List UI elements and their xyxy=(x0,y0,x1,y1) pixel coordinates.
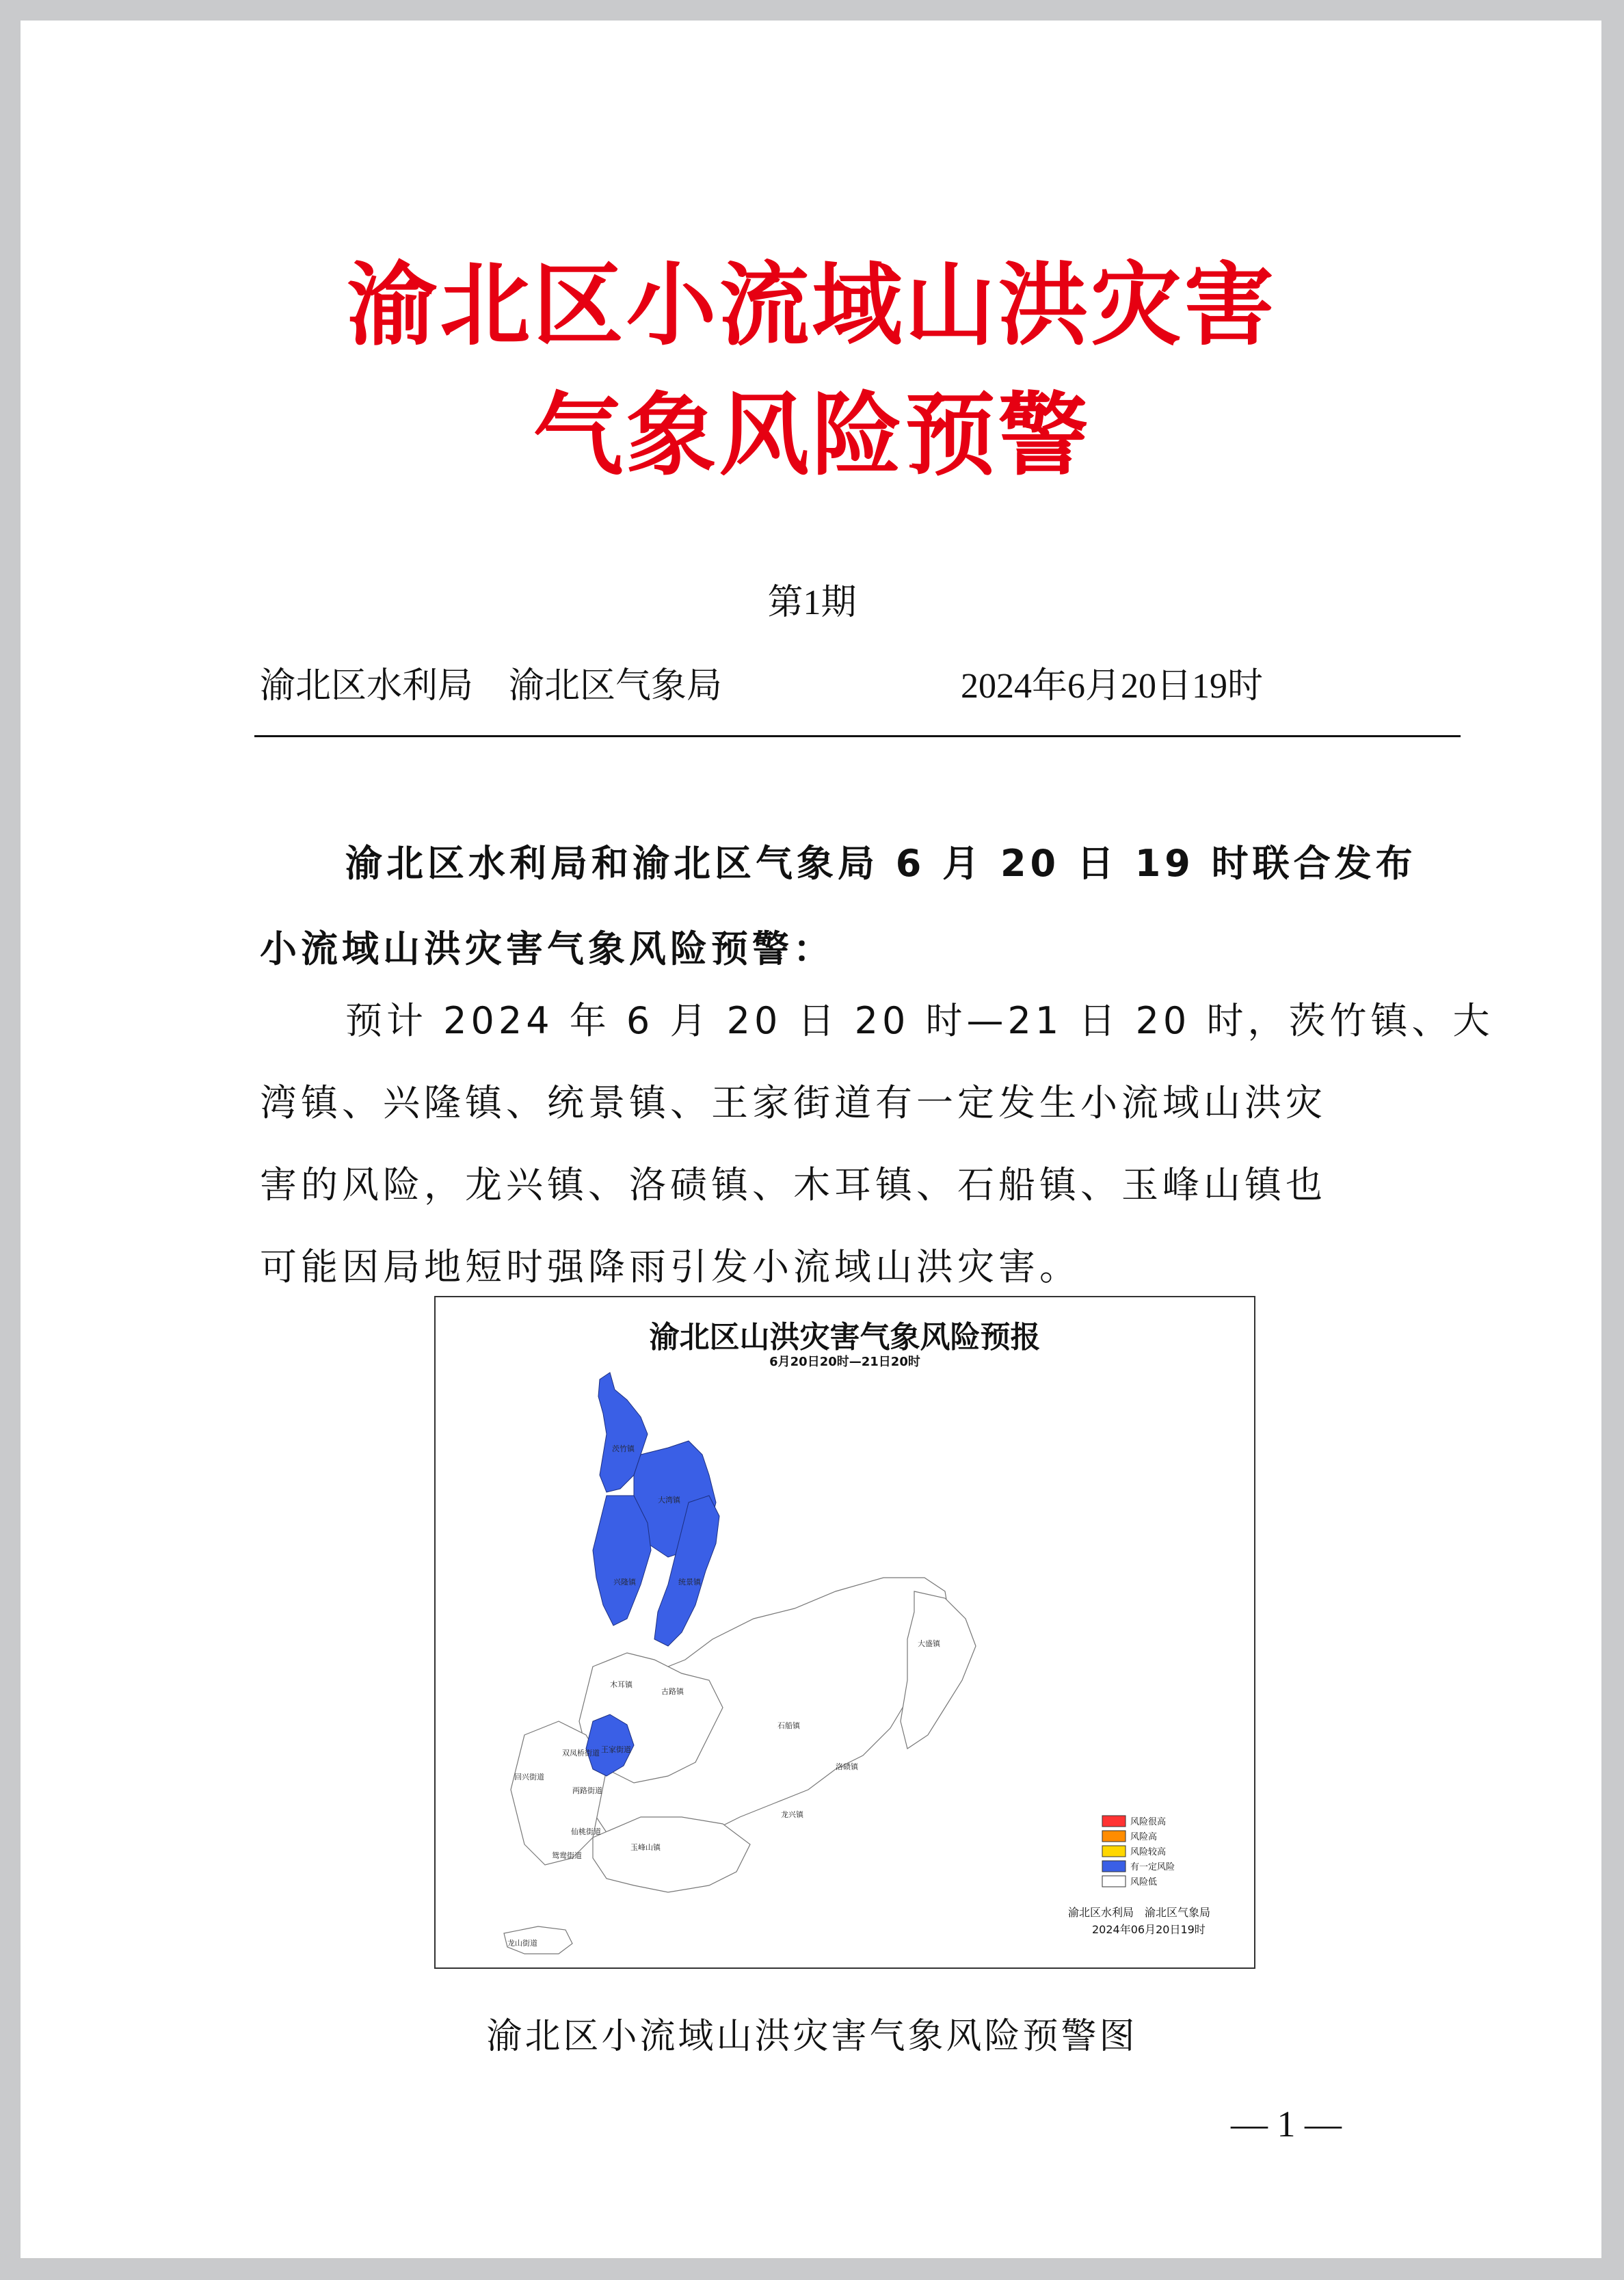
map-subtitle: 6月20日20时—21日20时 xyxy=(769,1355,920,1369)
district-map xyxy=(436,1297,1254,1967)
label-wangjia: 王家街道 xyxy=(601,1745,631,1754)
legend-swatch-low xyxy=(1102,1876,1126,1887)
label-gulu: 古路镇 xyxy=(661,1687,684,1696)
label-lianghu: 两路街道 xyxy=(572,1786,602,1795)
label-muer: 木耳镇 xyxy=(610,1680,633,1689)
legend-label-low: 风险低 xyxy=(1130,1877,1158,1887)
legend-label-high: 风险高 xyxy=(1130,1832,1158,1842)
legend-label-some: 有一定风险 xyxy=(1130,1862,1175,1872)
label-yuanyang: 鸳鸯街道 xyxy=(552,1851,582,1860)
header-divider xyxy=(254,735,1461,737)
issuer: 渝北区水利局 渝北区气象局 xyxy=(260,665,723,706)
legend-label-very-high: 风险很高 xyxy=(1130,1817,1167,1827)
label-shuangfeng: 双凤桥街道 xyxy=(562,1749,600,1758)
para2-line1: 预计 2024 年 6 月 20 日 20 时—21 日 20 时，茨竹镇、大 xyxy=(345,999,1494,1042)
para2-line4: 可能因局地短时强降雨引发小流域山洪灾害。 xyxy=(260,1245,1080,1288)
para2-line2: 湾镇、兴隆镇、统景镇、王家街道有一定发生小流域山洪灾 xyxy=(260,1081,1327,1124)
map-title: 渝北区山洪灾害气象风险预报 xyxy=(649,1320,1041,1355)
region-south-low xyxy=(593,1817,750,1892)
para1-line2: 小流域山洪灾害气象风险预警： xyxy=(260,927,834,970)
map-credit-time: 2024年06月20日19时 xyxy=(1092,1923,1206,1936)
map-legend xyxy=(1102,1816,1175,1887)
para2-line3: 害的风险，龙兴镇、洛碛镇、木耳镇、石船镇、玉峰山镇也 xyxy=(260,1163,1327,1206)
label-xinglong: 兴隆镇 xyxy=(613,1578,636,1587)
legend-swatch-very-high xyxy=(1102,1816,1126,1827)
figure-caption: 渝北区小流域山洪灾害气象风险预警图 xyxy=(486,2016,1138,2057)
label-dasheng: 大盛镇 xyxy=(918,1639,940,1648)
region-xinglong xyxy=(593,1496,651,1626)
doc-title-line1: 渝北区小流域山洪灾害 xyxy=(347,252,1277,358)
label-xianwai: 仙桃街道 xyxy=(571,1827,601,1836)
legend-label-elevated: 风险较高 xyxy=(1130,1847,1167,1857)
doc-title-line2: 气象风险预警 xyxy=(533,382,1091,488)
map-credit-issuer: 渝北区水利局 渝北区气象局 xyxy=(1068,1906,1211,1919)
legend-swatch-some xyxy=(1102,1861,1126,1872)
issue-number: 第1期 xyxy=(767,583,857,622)
page-number: — 1 — xyxy=(1231,2104,1342,2145)
label-longshan: 龙山街道 xyxy=(507,1939,537,1948)
label-shichuan: 石船镇 xyxy=(777,1721,800,1730)
label-cizhu: 茨竹镇 xyxy=(612,1444,635,1453)
risk-map-figure xyxy=(434,1296,1255,1969)
legend-swatch-elevated xyxy=(1102,1846,1126,1857)
issue-time: 2024年6月20日19时 xyxy=(961,667,1264,706)
label-luoqi: 洛碛镇 xyxy=(836,1762,858,1771)
legend-swatch-high xyxy=(1102,1831,1126,1842)
para1-line1: 渝北区水利局和渝北区气象局 6 月 20 日 19 时联合发布 xyxy=(345,842,1417,885)
label-huilong: 回兴街道 xyxy=(514,1773,544,1781)
label-yufengshan: 玉峰山镇 xyxy=(630,1843,661,1852)
label-tongjing: 统景镇 xyxy=(678,1578,701,1587)
label-dawan: 大湾镇 xyxy=(658,1496,680,1504)
label-longxing: 龙兴镇 xyxy=(781,1810,803,1819)
